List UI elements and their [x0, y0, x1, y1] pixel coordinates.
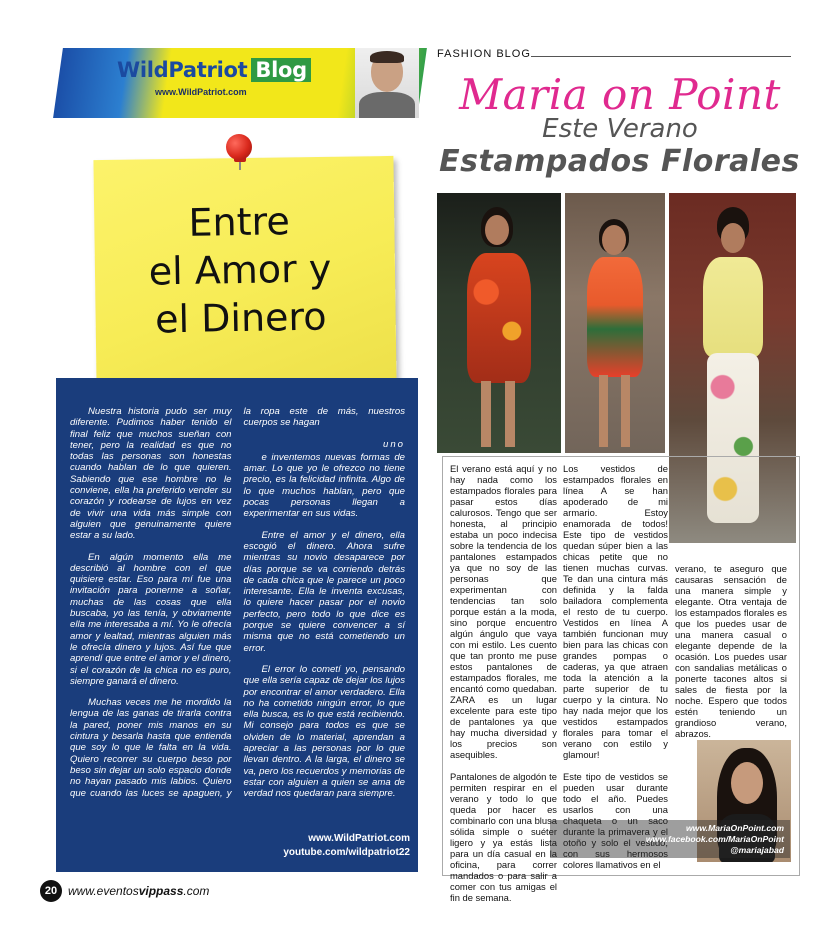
author-photo	[355, 48, 419, 118]
story-paragraph: Nuestra historia pudo ser muy diferente. Pudimos haber tenido el final feliz que muchos sueñan con tener, pero la realidad es que no todas las personas son honestas cuando hablan de lo que quieren. Sabiendo que ese hombre no le conviene, ella ha preferido vender su corazón y rodearse de lujos en vez de vivir una vida más simple con alguien que genuinamente quiere estar a su lado.	[70, 406, 232, 542]
section-rule	[531, 56, 791, 57]
maria-site-link[interactable]: www.MariaOnPoint.com	[685, 823, 784, 833]
story-paragraph: Muchas veces me he mordido la lengua de las ganas de tirarla contra la pared, poner mis manos en su cintura y besarla hasta que entienda que soy lo que le falta en la vida. Quiero recorrer su cuerpo beso por beso sin dejar un solo espacio donde no hayan pasado mis labios. Quiero que cuando las luces se apaguen, y la ropa este de más, nuestros cuerpos se hagan	[70, 406, 405, 799]
page-number: 20	[40, 880, 62, 902]
story-paragraph: Entre el amor y el dinero, ella escogió el dinero. Ahora sufre mientras su novio desaparece por días porque se va corriendo detrás de cada chica que le parece un poco interesante. Ella le inventa excusas, lo quiere hacer pasar por el novio perfecto, pero todo lo que dice es porque se quiere convencer a sí misma que no está cometiendo un error.	[243, 529, 405, 654]
article-title-line-2: el Amor y	[148, 246, 332, 294]
story-paragraph: uno	[382, 438, 405, 450]
column-headline: Estampados Florales	[439, 144, 800, 179]
fashion-paragraph: Este tipo de vestidos se pueden usar durante todo el año. Puedes usarlos con una chaqueta o un saco durante la primavera y el otoño y solo el vestido, con sus hermosos colores llamativos en el	[563, 771, 668, 870]
floral-dress-photo	[437, 193, 561, 453]
story-paragraph: e inventemos nuevas formas de amar. Lo que yo le ofrezco no tiene precio, es la felicidad infinita. Algo de lo que muchos hablan, pero que pocas personas llegan a experimentar en sus vidas.	[243, 451, 405, 520]
fashion-column-1	[450, 463, 557, 914]
maria-links-bar	[550, 820, 790, 858]
coral-jacket-photo	[565, 193, 665, 453]
column-title: Maria on Point	[459, 70, 781, 119]
fashion-paragraph: Pantalones de algodón te permiten respirar en el verano y todo lo que queda por hacer es combinarlo con una blusa sólida simple o suéter ligero y ya estás lista para un día casual en la oficina, para correr mandados o para salir a comer con tus amigas el fin de semana.	[450, 771, 557, 903]
maria-handle-link[interactable]: @mariajabad	[730, 845, 784, 855]
footer-site-bold: vippass	[138, 884, 184, 898]
page-footer	[40, 880, 209, 902]
fashion-paragraph: El verano está aquí y no hay nada como los estampados florales para pasar estos días calurosos. Tengo que ser honesta, al principio estaba un poco indecisa sobre la tendencia de los pantalones estampados ya que no soy de las personas que experimentan con tendencias tan solo porque están a la moda, sino porque encuentro algún ángulo que vaya con mi estilo. Les cuento que tan pronto me puse estos pantalones de estampados florales, me encantó como quedaban. ZARA es un lugar excelente para este tipo de pantalones ya que hay mucha diversidad y los precios son asequibles.	[450, 463, 557, 760]
story-links	[210, 832, 410, 860]
footer-site[interactable]	[68, 884, 209, 898]
youtube-link[interactable]: youtube.com/wildpatriot22	[283, 847, 410, 858]
article-title	[119, 196, 361, 344]
brand-suffix: Blog	[251, 58, 310, 82]
fashion-paragraph: verano, te aseguro que causaras sensación de una manera simple y elegante. Otra ventaja de los estampados florales es que los puedes usar de una manera casual o elegante depende de la ocasión. Los puedes usar con sandalias metálicas o ponerte tacones altos si sales de fiesta por la noche. Espero que todos estén teniendo un grandioso verano, abrazos.	[675, 563, 787, 739]
article-title-line-3: el Dinero	[154, 294, 327, 342]
fashion-column-3	[675, 563, 787, 750]
brand-name: WildPatriot	[117, 58, 248, 82]
blog-url[interactable]: www.WildPatriot.com	[155, 87, 247, 97]
column-subtitle: Este Verano	[542, 114, 698, 144]
story-text	[70, 406, 405, 860]
fashion-column-2	[563, 463, 668, 881]
wildpatriot-link[interactable]: www.WildPatriot.com	[308, 833, 410, 844]
blog-brand	[117, 58, 311, 82]
pushpin-icon	[226, 134, 252, 160]
fashion-paragraph: Los vestidos de estampados florales en línea A se han apoderado de mi armario. Estoy enamorada de todos! Este tipo de vestidos quedan súper bien a las chicas petite que no tienen muchas curvas. Te dan una cintura más definida y la falda bailadora complementa el resto de tu cuerpo. Vestidos en línea A también funcionan muy bien para las chicas con grandes pompas o caderas, ya que atraen toda la atención a la parte superior de tu cuerpo y la cintura. No hay nada mejor que los vestidos estampados florales para tomar el verano con estilo y glamour!	[563, 463, 668, 760]
story-paragraph: El error lo cometí yo, pensando que ella sería capaz de dejar los lujos por encontrar el amor verdadero. Ella no ha cometido ningún error, lo que ella busca, es lo que está recibiendo. Mi consejo para todos es que se olviden de lo material, aprendan a apreciar a las personas por lo que llevan dentro. A la larga, el dinero se va, pero los recuerdos y memorias de estar con alguien a quien se ama de verdad nos quedaran para siempre.	[243, 663, 405, 800]
footer-site-suffix: .com	[183, 884, 210, 898]
article-title-line-1: Entre	[188, 199, 291, 245]
story-paragraph: En algún momento ella me describió al hombre con el que quisiere estar. Eso para mí fue una invitación para ponerme a soñar, muchas de las cosas que ella buscaba, yo las tenía, y obviamente ella me interesaba a mí. Yo le ofrecía amor y lealtad, mientras alguien más le ofrecía dinero y lujos. Así fue que aprendí que entre el amor y el dinero, si el corazón de la chica no es puro, siempre ganará el dinero.	[70, 551, 232, 687]
maria-facebook-link[interactable]: www.facebook.com/MariaOnPoint	[645, 834, 784, 844]
section-label: FASHION BLOG	[437, 48, 531, 60]
footer-site-prefix: www.eventos	[68, 884, 139, 898]
